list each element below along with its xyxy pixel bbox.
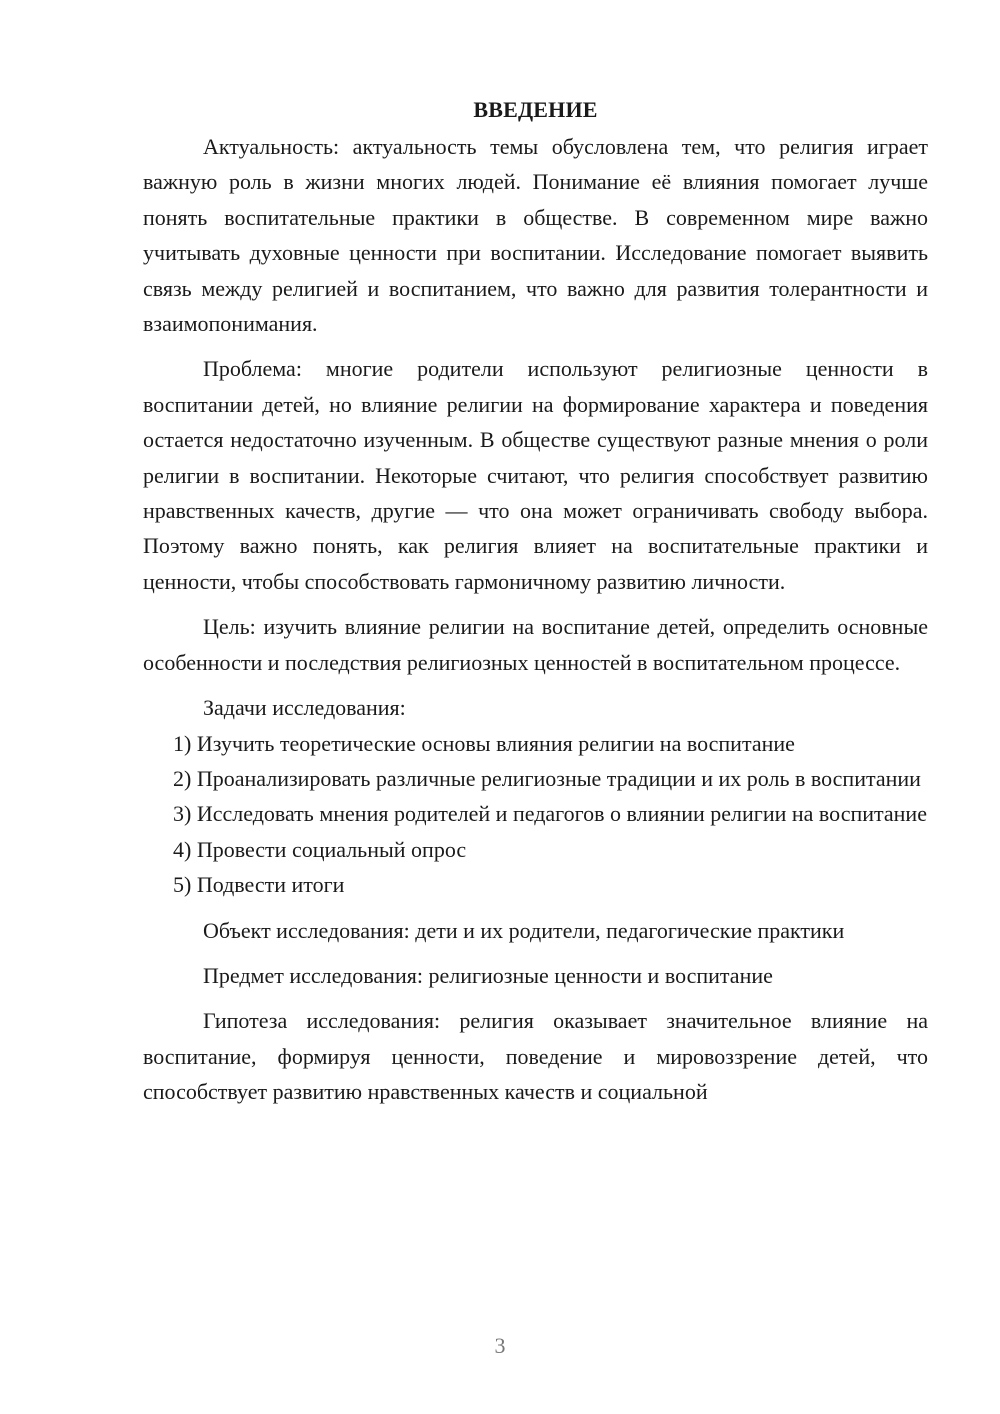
object-paragraph: Объект исследования: дети и их родители, педагогические практики	[203, 917, 845, 943]
task-item-5: 5) Подвести итоги	[173, 872, 345, 898]
relevance-paragraph: Актуальность: актуальность темы обусловлена тем, что религия играет важную роль в жизни многих людей. Понимание её влияния помогает лучше понять воспитательные практики в обществе. В современном мире важно учитывать духовные ценности при воспитании. Исследование помогает выявить связь между религией и воспитанием, что важно для развития толерантности и взаимопонимания.	[143, 134, 928, 337]
hypothesis-paragraph: Гипотеза исследования: религия оказывает значительное влияние на воспитание, формируя ценности, поведение и мировоззрение детей, что способствует развитию нравственных качеств и социальной	[143, 1008, 928, 1105]
task-item-2: 2) Проанализировать различные религиозные традиции и их роль в воспитании	[173, 765, 921, 791]
problem-paragraph: Проблема: многие родители используют религиозные ценности в воспитании детей, но влияние религии на формирование характера и поведения остается недостаточно изученным. В обществе существуют разные мнения о роли религии в воспитании. Некоторые считают, что религия способствует развитию нравственных качеств, другие — что она может ограничивать свободу выбора. Поэтому важно понять, как религия влияет на воспитательные практики и ценности, чтобы способствовать гармоничному развитию личности.	[143, 356, 928, 594]
task-item-1: 1) Изучить теоретические основы влияния религии на воспитание	[173, 730, 795, 756]
tasks-heading: Задачи исследования:	[203, 695, 406, 721]
task-item-3: 3) Исследовать мнения родителей и педагогов о влиянии религии на воспитание	[173, 801, 927, 827]
task-item-4: 4) Провести социальный опрос	[173, 836, 467, 862]
subject-paragraph: Предмет исследования: религиозные ценности и воспитание	[203, 962, 773, 988]
page-number: 3	[494, 1333, 506, 1358]
section-title: ВВЕДЕНИЕ	[473, 97, 598, 122]
goal-paragraph: Цель: изучить влияние религии на воспитание детей, определить основные особенности и последствия религиозных ценностей в воспитательном процессе.	[143, 614, 928, 675]
page-content	[143, 92, 928, 1110]
